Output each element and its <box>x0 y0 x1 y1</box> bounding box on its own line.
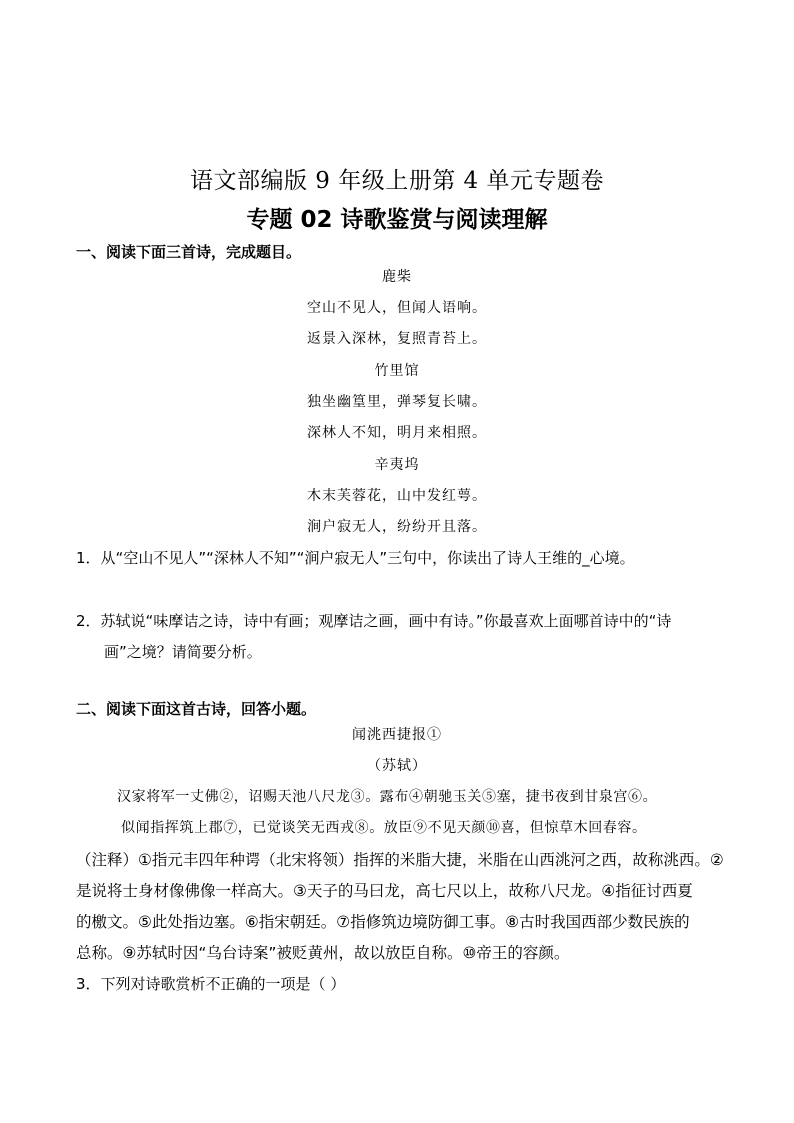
poem-line: 汉家将军一丈佛②，诏赐天池八尺龙③。露布④朝驰玉关⑤塞，捷书夜到甘泉宫⑥。 <box>117 789 658 805</box>
question-1: 1．从“空山不见人”“深林人不知”“涧户寂无人”三句中，你读出了诗人王维的_心境。 <box>76 549 635 567</box>
question-2-continued: 画”之境？请简要分析。 <box>104 643 262 661</box>
document-title: 语文部编版 9 年级上册第 4 单元专题卷 <box>189 168 604 194</box>
section1-heading: 一、阅读下面三首诗，完成题目。 <box>76 243 302 261</box>
annotation-line: 总称。⑨苏轼时因“乌台诗案”被贬黄州，故以放臣自称。⑩帝王的容颜。 <box>76 944 570 962</box>
poem-line: 涧户寂无人，纷纷开且落。 <box>307 519 487 535</box>
poem-title: 辛夷坞 <box>374 457 420 473</box>
annotation-line: 的檄文。⑤此处指边塞。⑥指宋朝廷。⑦指修筑边境防御工事。⑧古时我国西部少数民族的 <box>76 913 690 931</box>
poem-line: 深林人不知，明月来相照。 <box>307 425 487 441</box>
question-3: 3．下列对诗歌赏析不正确的一项是（ ） <box>76 975 346 993</box>
section2-heading: 二、阅读下面这首古诗，回答小题。 <box>76 700 317 718</box>
poem-line: 似闻指挥筑上郡⑦，已觉谈笑无西戎⑧。放臣⑨不见天颜⑩喜，但惊草木回春容。 <box>121 820 647 836</box>
poem-author: （苏轼） <box>367 758 427 774</box>
poem-line: 木末芙蓉花，山中发红萼。 <box>307 488 487 504</box>
poem-line: 空山不见人，但闻人语响。 <box>307 300 487 316</box>
question-2: 2．苏轼说“味摩诘之诗，诗中有画；观摩诘之画，画中有诗。”你最喜欢上面哪首诗中的“诗 <box>76 612 672 630</box>
poem-line: 独坐幽篁里，弹琴复长啸。 <box>307 394 487 410</box>
poem-line: 返景入深林，复照青苔上。 <box>307 331 487 347</box>
annotation-line: （注释）①指元丰四年种谔（北宋将领）指挥的米脂大捷，米脂在山西洮河之西，故称洮西。② <box>76 851 724 869</box>
document-subtitle: 专题 02 诗歌鉴赏与阅读理解 <box>246 207 548 233</box>
annotation-line: 是说将士身材像佛像一样高大。③天子的马曰龙，高七尺以上，故称八尺龙。④指征讨西夏 <box>76 882 693 900</box>
poem-title: 竹里馆 <box>374 363 420 379</box>
poem-title: 闻洮西捷报① <box>352 727 442 743</box>
poem-title: 鹿柴 <box>382 269 412 285</box>
